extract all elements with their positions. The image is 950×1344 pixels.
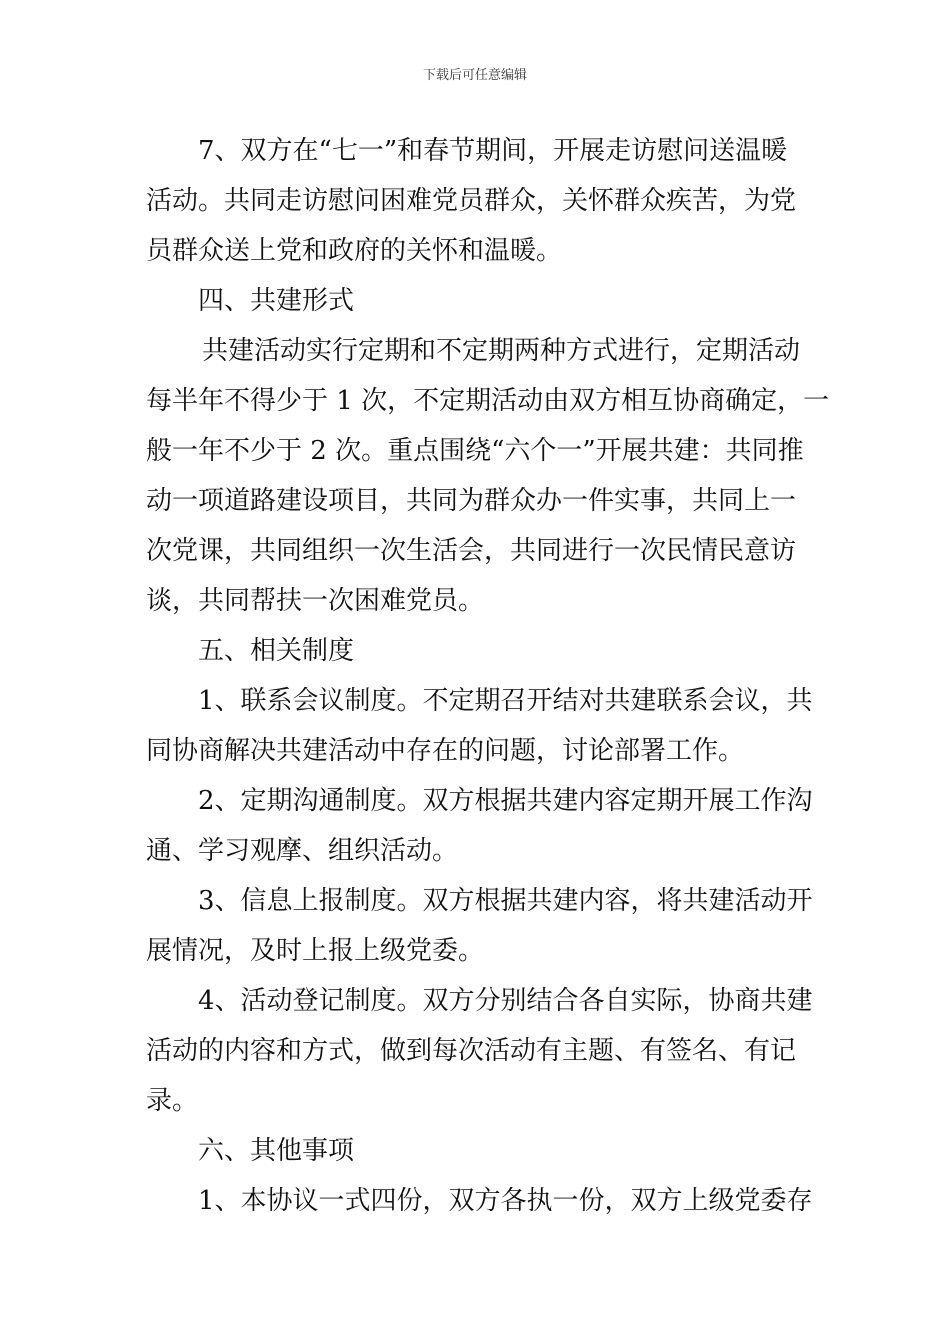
page-header: 下载后可任意编辑 [422,68,527,83]
paragraph-line: 动一项道路建设项目，共同为群众办一件实事，共同上一 [146,486,797,516]
paragraph-line: 活动的内容和方式，做到每次活动有主题、有签名、有记 [146,1036,797,1066]
paragraph-line: 同协商解决共建活动中存在的问题，讨论部署工作。 [146,736,745,766]
paragraph-line: 7、双方在“七一”和春节期间，开展走访慰问送温暖 [198,136,788,166]
section-heading: 四、共建形式 [198,286,355,316]
paragraph-line: 2、定期沟通制度。双方根据共建内容定期开展工作沟 [198,786,813,816]
paragraph-line: 录。 [146,1086,199,1116]
paragraph-line: 通、学习观摩、组织活动。 [146,836,459,866]
paragraph-line: 展情况，及时上报上级党委。 [146,936,485,966]
paragraph-line: 次党课，共同组织一次生活会，共同进行一次民情民意访 [146,536,797,566]
section-heading: 五、相关制度 [198,636,355,666]
paragraph-line: 4、活动登记制度。双方分别结合各自实际，协商共建 [198,986,813,1016]
document-body [146,126,830,1226]
paragraph-line: 谈，共同帮扶一次困难党员。 [146,586,485,616]
paragraph-line: 3、信息上报制度。双方根据共建内容，将共建活动开 [198,886,813,916]
paragraph-line: 共建活动实行定期和不定期两种方式进行，定期活动 [202,336,801,366]
paragraph-line: 1、本协议一式四份，双方各执一份，双方上级党委存 [198,1186,813,1216]
paragraph-line: 般一年不少于 2 次。重点围绕“六个一”开展共建：共同推 [146,436,804,466]
paragraph-line: 员群众送上党和政府的关怀和温暖。 [146,236,563,266]
section-heading: 六、其他事项 [198,1136,355,1166]
paragraph-line: 活动。共同走访慰问困难党员群众，关怀群众疾苦，为党 [146,186,797,216]
paragraph-line: 1、联系会议制度。不定期召开结对共建联系会议，共 [198,686,813,716]
paragraph-line: 每半年不得少于 1 次，不定期活动由双方相互协商确定，一 [146,386,830,416]
